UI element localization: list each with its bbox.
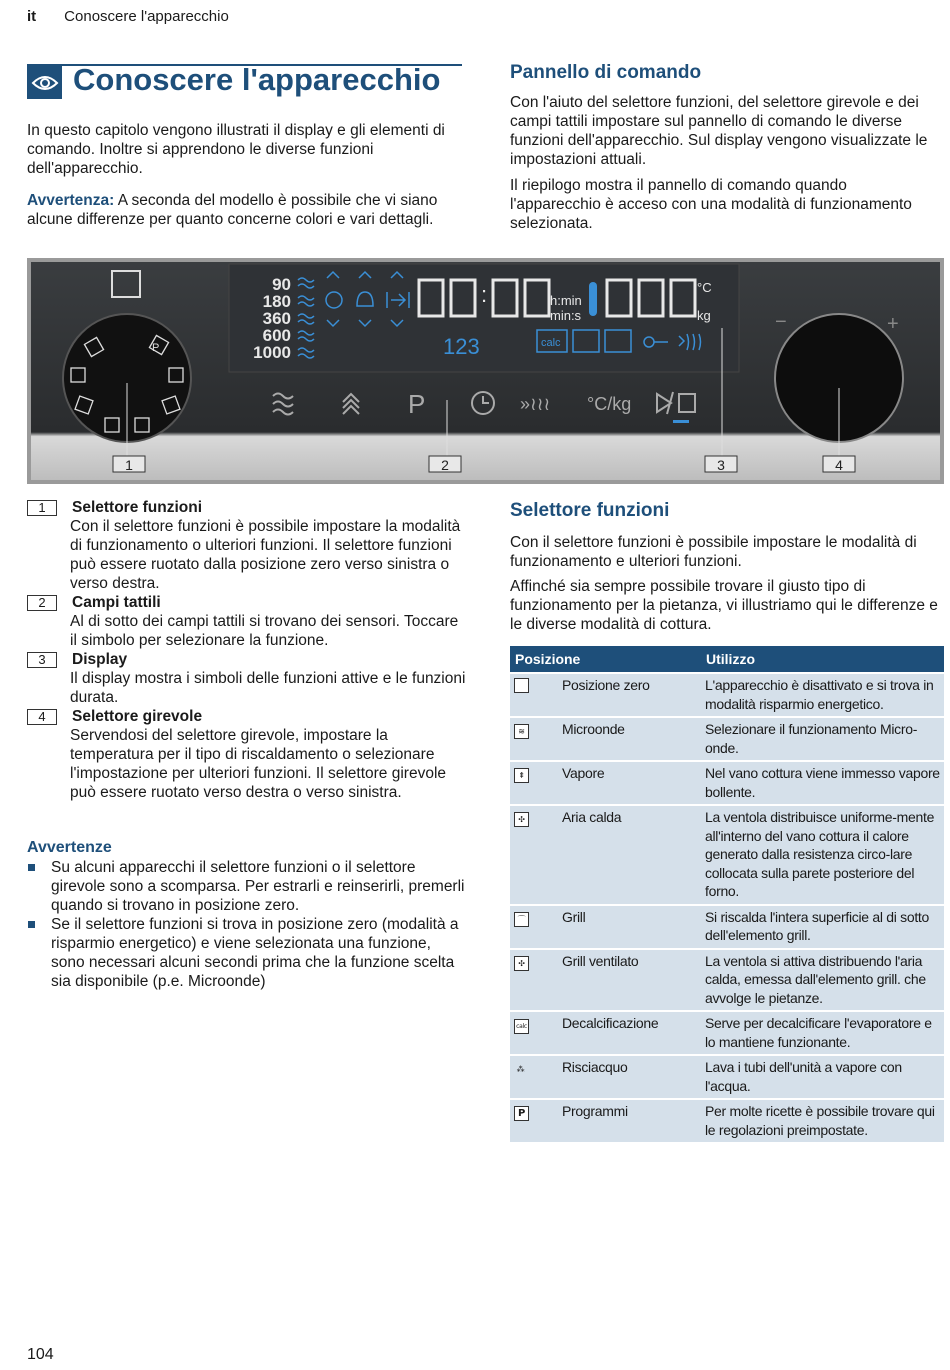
notes-title: Avvertenze bbox=[27, 839, 112, 856]
rinse-icon: ⁂ bbox=[516, 1065, 525, 1074]
table-row bbox=[510, 949, 944, 1012]
level-1000: 1000 bbox=[253, 343, 291, 362]
unit-kg: kg bbox=[697, 308, 711, 323]
callout-4: 4 bbox=[835, 457, 843, 473]
level-360: 360 bbox=[262, 309, 291, 328]
thermometer-icon bbox=[589, 282, 597, 316]
microwave-icon: ≋ bbox=[514, 724, 529, 739]
level-600: 600 bbox=[262, 326, 291, 345]
section-title: Conoscere l'apparecchio bbox=[73, 62, 441, 97]
column-header-position: Posizione bbox=[510, 646, 701, 673]
legend-item bbox=[27, 593, 467, 650]
bullet-icon bbox=[28, 921, 35, 928]
unit-mins: min:s bbox=[550, 308, 582, 323]
hot-air-icon: ✣ bbox=[514, 812, 529, 827]
steam-icon: ⇞ bbox=[514, 768, 529, 783]
level-90: 90 bbox=[272, 275, 291, 294]
legend-number: 2 bbox=[27, 595, 57, 611]
function-table bbox=[510, 646, 944, 1142]
row-use: Per molte ricette è possibile trovare qui le regolazioni preimpostate. bbox=[701, 1099, 944, 1142]
row-use: Serve per decalcificare l'evaporatore e lo mantiene funzionante. bbox=[701, 1011, 944, 1055]
row-name: Programmi bbox=[558, 1099, 701, 1142]
active-marker bbox=[673, 420, 689, 423]
header-title: Conoscere l'apparecchio bbox=[64, 8, 229, 25]
unit-touch[interactable]: °C/kg bbox=[587, 394, 632, 414]
control-panel-title: Pannello di comando bbox=[510, 62, 702, 83]
row-use: Nel vano cottura viene immesso vapore bollente. bbox=[701, 761, 944, 805]
legend-item bbox=[27, 650, 467, 707]
table-row bbox=[510, 717, 944, 761]
language-tag: it bbox=[27, 8, 37, 25]
eye-icon bbox=[27, 66, 62, 99]
row-name: Aria calda bbox=[558, 805, 701, 905]
table-row bbox=[510, 673, 944, 717]
legend-number: 3 bbox=[27, 652, 57, 668]
note-text: Se il selettore funzioni si trova in posizione zero (modalità a risparmio energetico) e viene selezionata una funzione, sono necessari alcuni secondi prima che la funzione scelta sia disponibile (p.e. Microonde) bbox=[51, 916, 459, 990]
legend-text: Con il selettore funzioni è possibile impostare la modalità di funzionamento o ulteriori funzioni. Il selettore funzioni può essere ruotato dalla posizione zero verso sinistra o verso destra. bbox=[70, 518, 461, 592]
intro-paragraph: In questo capitolo vengono illustrati il display e gli elementi di comando. Inoltre si apprendono le diverse funzioni dell'apparecchio. bbox=[27, 122, 445, 177]
column-header-use: Utilizzo bbox=[701, 646, 944, 673]
table-row bbox=[510, 1011, 944, 1055]
programs-icon: P bbox=[514, 1106, 529, 1121]
fan-grill-icon: ✣ bbox=[514, 956, 529, 971]
unit-hmin: h:min bbox=[550, 293, 582, 308]
knob-p-label: P bbox=[152, 342, 160, 354]
row-use: Selezionare il funzionamento Micro-onde. bbox=[701, 717, 944, 761]
control-panel-paragraph-1: Con l'aiuto del selettore funzioni, del selettore girevole e dei campi tattili impostare sul pannello di comando le diverse funzioni dell'apparecchio. Sul display vengono visualizzate le impostazioni attuali. bbox=[510, 94, 928, 168]
callout-1: 1 bbox=[125, 457, 133, 473]
note-item bbox=[27, 858, 467, 915]
legend-number: 4 bbox=[27, 709, 57, 725]
table-row bbox=[510, 1055, 944, 1099]
row-use: Lava i tubi dell'unità a vapore con l'acqua. bbox=[701, 1055, 944, 1099]
row-name: Posizione zero bbox=[558, 673, 701, 717]
descaling-icon: calc bbox=[514, 1019, 529, 1034]
table-row bbox=[510, 761, 944, 805]
warning-text: A seconda del modello è possibile che vi siano alcune differenze per quanto concerne colori e vari dettagli. bbox=[27, 192, 438, 228]
running-header bbox=[27, 8, 229, 25]
row-use: La ventola si attiva distribuendo l'aria calda, emessa dall'elemento grill. che avvolge le pietanze. bbox=[701, 949, 944, 1012]
grill-icon: ⌒ bbox=[514, 912, 529, 927]
legend-title: Campi tattili bbox=[72, 594, 161, 611]
warning-paragraph bbox=[27, 191, 467, 229]
legend-text: Servendosi del selettore girevole, impostare la temperatura per il tipo di riscaldamento o selezionare l'impostazione per ulteriori funzioni. Il selettore girevole può essere ruotato verso destra o verso sinistra. bbox=[70, 727, 447, 801]
level-180: 180 bbox=[262, 292, 291, 311]
row-name: Risciacquo bbox=[558, 1055, 701, 1099]
bullet-icon bbox=[28, 864, 35, 871]
warning-label: Avvertenza: bbox=[27, 192, 115, 209]
calc-indicator: calc bbox=[541, 337, 561, 349]
legend-text: Il display mostra i simboli delle funzioni attive e le funzioni durata. bbox=[70, 670, 466, 706]
legend-title: Display bbox=[72, 651, 128, 668]
table-row bbox=[510, 905, 944, 949]
function-selector-title: Selettore funzioni bbox=[510, 500, 670, 521]
zero-position-icon bbox=[514, 678, 529, 693]
programs-touch[interactable]: P bbox=[408, 389, 426, 419]
function-selector-paragraph-1: Con il selettore funzioni è possibile impostare le modalità di funzionamento e ulteriori funzioni. bbox=[510, 534, 917, 570]
page-number: 104 bbox=[27, 1346, 54, 1363]
function-selector-paragraph-2: Affinché sia sempre possibile trovare il giusto tipo di funzionamento per la pietanza, vi illustriamo qui le differenze e le diverse modalità di cottura. bbox=[510, 578, 938, 633]
legend-title: Selettore funzioni bbox=[72, 499, 203, 516]
row-use: Si riscalda l'intera superficie al di sotto dell'elemento grill. bbox=[701, 905, 944, 949]
row-name: Microonde bbox=[558, 717, 701, 761]
row-name: Vapore bbox=[558, 761, 701, 805]
note-text: Su alcuni apparecchi il selettore funzioni o il selettore girevole sono a scomparsa. Per estrarli e reinserirli, premerli quando si trovano in posizione zero. bbox=[51, 859, 465, 914]
callout-3: 3 bbox=[717, 457, 725, 473]
minus-label: − bbox=[775, 311, 787, 333]
note-item bbox=[27, 915, 467, 991]
legend-item bbox=[27, 498, 467, 593]
table-row bbox=[510, 1099, 944, 1142]
table-row bbox=[510, 805, 944, 905]
row-name: Decalcificazione bbox=[558, 1011, 701, 1055]
control-panel-paragraph-2: Il riepilogo mostra il pannello di comando quando l'apparecchio è acceso con una modalità di funzionamento selezionata. bbox=[510, 177, 912, 232]
steam-value: 123 bbox=[443, 334, 480, 359]
legend-text: Al di sotto dei campi tattili si trovano dei sensori. Toccare il simbolo per selezionare la funzione. bbox=[70, 613, 459, 649]
control-panel-image bbox=[27, 258, 944, 484]
notes-list bbox=[27, 858, 467, 991]
legend-number: 1 bbox=[27, 500, 57, 516]
panel-legend bbox=[27, 498, 467, 802]
rapid-heat-touch[interactable]: »≀≀≀ bbox=[520, 394, 551, 414]
legend-item bbox=[27, 707, 467, 802]
callout-2: 2 bbox=[441, 457, 449, 473]
unit-celsius: °C bbox=[697, 280, 712, 295]
row-name: Grill ventilato bbox=[558, 949, 701, 1012]
legend-title: Selettore girevole bbox=[72, 708, 203, 725]
colon: : bbox=[481, 282, 488, 307]
plus-label: + bbox=[887, 313, 899, 335]
row-name: Grill bbox=[558, 905, 701, 949]
row-use: La ventola distribuisce uniforme-mente all'interno del vano cottura il calore generato dalla resistenza circo-lare collocata sulla parete posteriore del forno. bbox=[701, 805, 944, 905]
row-use: L'apparecchio è disattivato e si trova in modalità risparmio energetico. bbox=[701, 673, 944, 717]
